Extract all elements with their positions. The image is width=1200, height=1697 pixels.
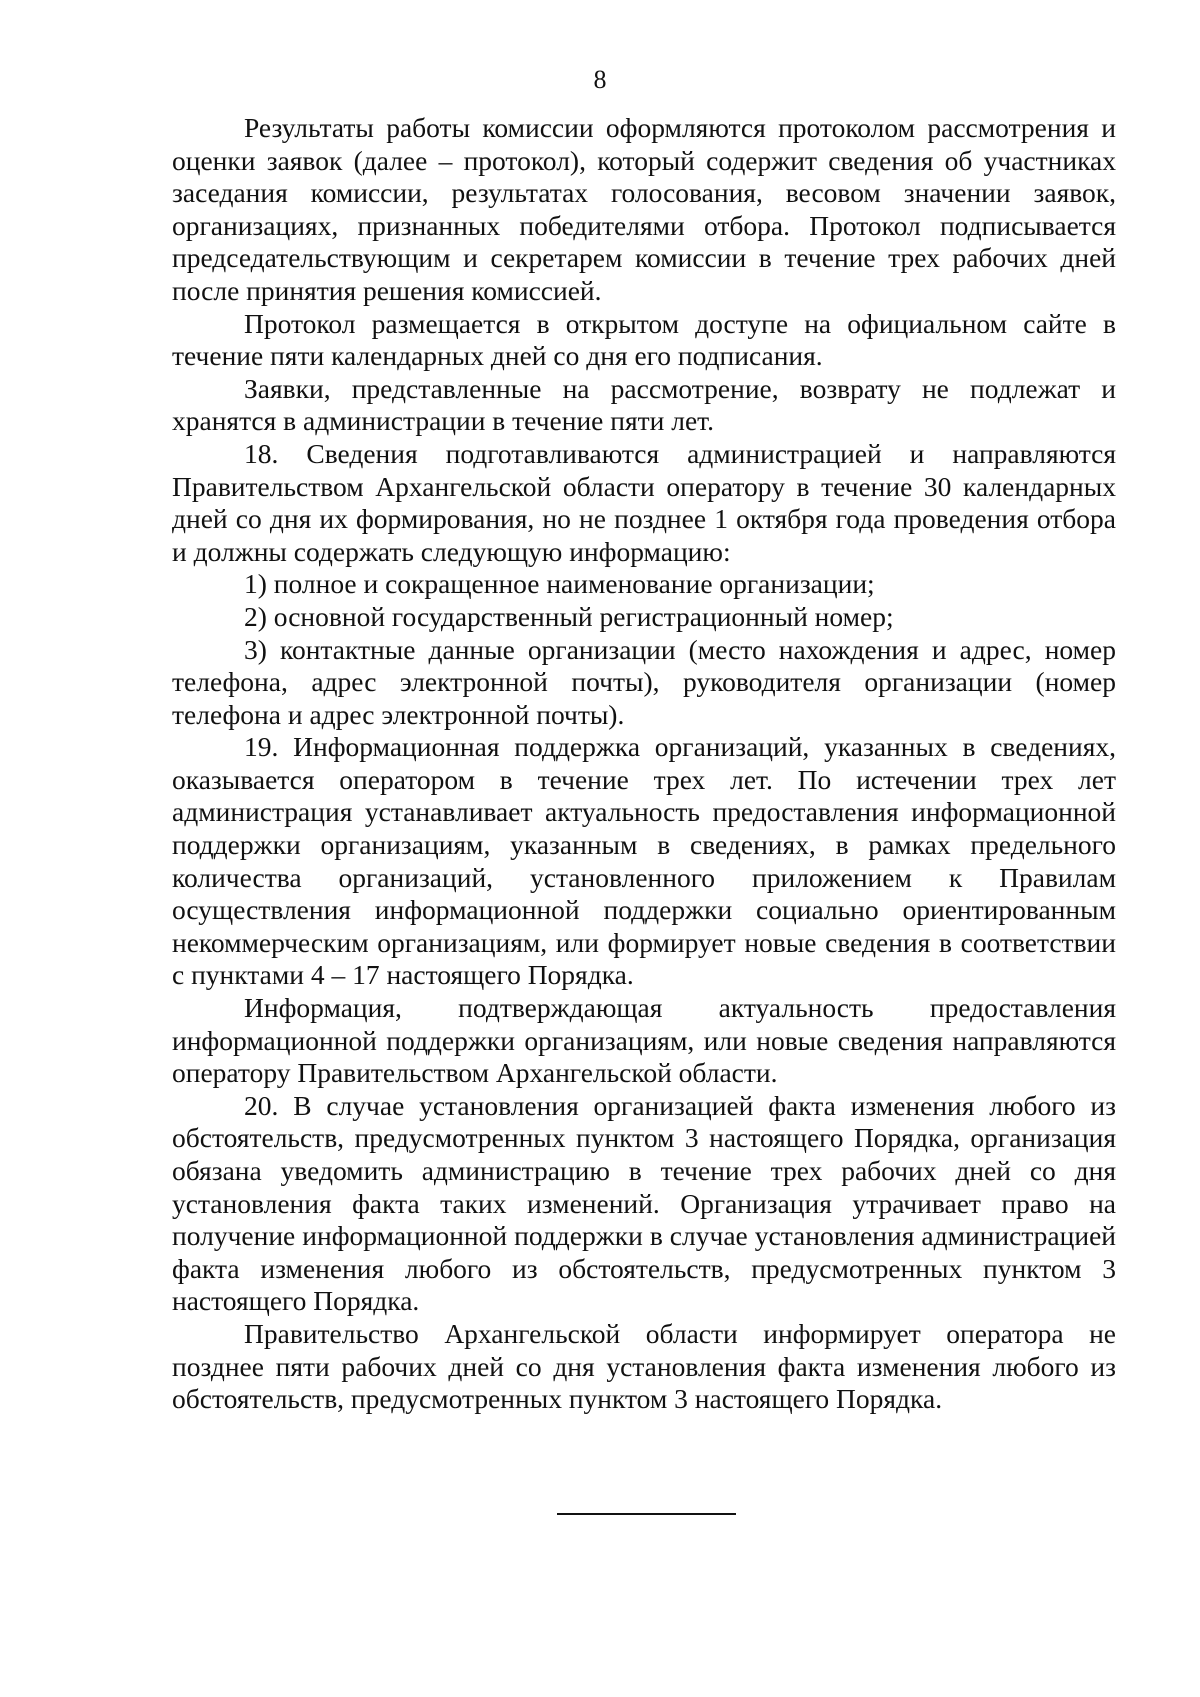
list-item-2: 2) основной государственный регистрационный номер; <box>244 600 894 632</box>
paragraph-item-20: 20. В случае установления организацией факта изменения любого из обстоятельств, предусмотренных пунктом 3 настоящего Порядка, организация обязана уведомить администрацию в течение трех рабочих дней со дня установления факта таких изменений. Организация утрачивает право на получение информационной поддержки в случае установления администрацией факта изменения любого из обстоятельств, предусмотренных пунктом 3 настоящего Порядка. <box>172 1089 1116 1317</box>
paragraph-item-19: 19. Информационная поддержка организаций, указанных в сведениях, оказывается оператором в течение трех лет. По истечении трех лет администрация устанавливает актуальность предоставления информационной поддержки организациям, указанным в сведениях, в рамках предельного количества организаций, установленного приложением к Правилам осуществления информационной поддержки социально ориентированным некоммерческим организациям, или формирует новые сведения в соответствии с пунктами 4 – 17 настоящего Порядка. <box>172 731 1116 991</box>
paragraph-applications-storage: Заявки, представленные на рассмотрение, возврату не подлежат и хранятся в администрации в течение пяти лет. <box>172 372 1116 437</box>
list-item-1: 1) полное и сокращенное наименование организации; <box>244 568 875 600</box>
end-of-document-rule <box>557 1513 736 1515</box>
page-number: 8 <box>593 65 607 94</box>
paragraph-protocol-publication: Протокол размещается в открытом доступе на официальном сайте в течение пяти календарных дней со дня его подписания. <box>172 307 1116 372</box>
paragraph-support-information: Информация, подтверждающая актуальность предоставления информационной поддержки организациям, или новые сведения направляются оператору Правительством Архангельской области. <box>172 992 1116 1089</box>
document-body <box>172 112 1116 1416</box>
paragraph-commission-protocol: Результаты работы комиссии оформляются протоколом рассмотрения и оценки заявок (далее – протокол), который содержит сведения об участниках заседания комиссии, результатах голосования, весовом значении заявок, организациях, признанных победителями отбора. Протокол подписывается председательствующим и секретарем комиссии в течение трех рабочих дней после принятия решения комиссией. <box>172 112 1116 306</box>
paragraph-government-informs: Правительство Архангельской области информирует оператора не позднее пяти рабочих дней со дня установления факта изменения любого из обстоятельств, предусмотренных пунктом 3 настоящего Порядка. <box>172 1317 1116 1415</box>
paragraph-item-18: 18. Сведения подготавливаются администрацией и направляются Правительством Архангельской области оператору в течение 30 календарных дней со дня их формирования, но не позднее 1 октября года проведения отбора и должны содержать следующую информацию: <box>172 437 1116 567</box>
list-item-3: 3) контактные данные организации (место нахождения и адрес, номер телефона, адрес электронной почты), руководителя организации (номер телефона и адрес электронной почты). <box>172 633 1116 730</box>
